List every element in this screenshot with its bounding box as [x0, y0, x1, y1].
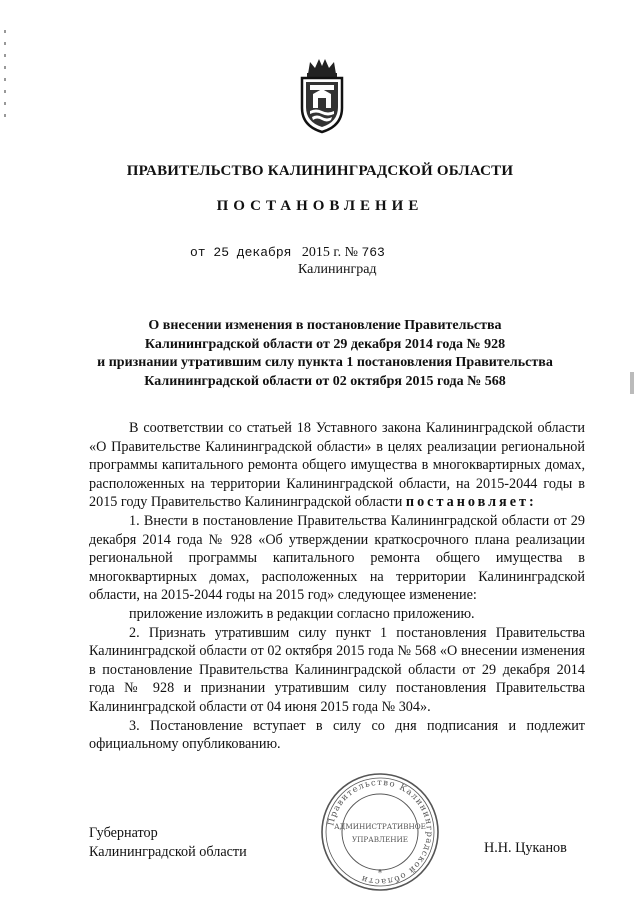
document-number: 763 [361, 245, 385, 260]
svg-text:Правительство Калининградской: Правительство Калининградской области [326, 777, 435, 887]
subject-line: Калининградской области от 29 декабря 2014 года № 928 [144, 336, 506, 352]
subject-line: Калининградской области от 02 октября 2015 года № 568 [144, 373, 506, 389]
svg-text:АДМИНИСТРАТИВНОЕ: АДМИНИСТРАТИВНОЕ [334, 822, 426, 831]
body-paragraph [89, 419, 585, 512]
signatory-region: Калининградской области [89, 843, 247, 860]
document-date-line [190, 245, 385, 261]
official-stamp [318, 770, 442, 894]
signatory-name: Н.Н. Цуканов [484, 840, 567, 856]
body-paragraph: приложение изложить в редакции согласно приложению. [129, 605, 475, 622]
body-paragraph: 3. Постановление вступает в силу со дня подписания и подлежит официальному опубликованию. [89, 717, 585, 753]
subject-line: О внесении изменения в постановление Правительства [148, 318, 502, 333]
signatory-title: Губернатор [89, 825, 158, 841]
document-date: от 25 декабря [190, 245, 292, 260]
document-body [89, 419, 585, 754]
document-year-label: 2015 г. № [301, 245, 358, 260]
document-city: Калининград [298, 262, 377, 277]
svg-text:УПРАВЛЕНИЕ: УПРАВЛЕНИЕ [351, 835, 409, 844]
scan-edge-marks [4, 30, 7, 120]
signatory-position [89, 824, 247, 861]
government-title: ПРАВИТЕЛЬСТВО КАЛИНИНГРАДСКОЙ ОБЛАСТИ [126, 163, 514, 179]
body-paragraph: 2. Признать утратившим силу пункт 1 постановления Правительства Калининградской области от 02 октября 2015 года № 568 «О внесении изменения в постановление Правительства Калининградской области от 29 декабря 2014 года № 928 и признании утратившим силу постановления Правительства Калининградской области от 04 июня 2015 года № 304». [89, 624, 585, 715]
document-subject [60, 317, 590, 391]
subject-line: и признании утратившим силу пункта 1 постановления Правительства [97, 355, 553, 370]
coat-of-arms-icon [296, 56, 348, 134]
svg-text:*: * [377, 869, 383, 879]
decree-word: постановляет: [405, 494, 537, 511]
intro-text: В соответствии со статьей 18 Уставного закона Калининградской области «О Правительстве Калининградской области» в целях реализации региональной программы капитального ремонта общего имущества в многоквартирных домах, расположенных на территории Калининградской области, на 2015-2044 годы в 2015 году Правительство Калининградской области [89, 420, 585, 511]
document-type: ПОСТАНОВЛЕНИЕ [216, 198, 424, 214]
body-paragraph: 1. Внести в постановление Правительства Калининградской области от 29 декабря 2014 года № 928 «Об утверждении краткосрочного плана реализации региональной программы капитального ремонта общего имущества в многоквартирных домах, расположенных на территории Калининградской области, на 2015-2044 годы на 2015 год» следующее изменение: [89, 512, 585, 604]
scan-edge-mark [630, 372, 634, 394]
